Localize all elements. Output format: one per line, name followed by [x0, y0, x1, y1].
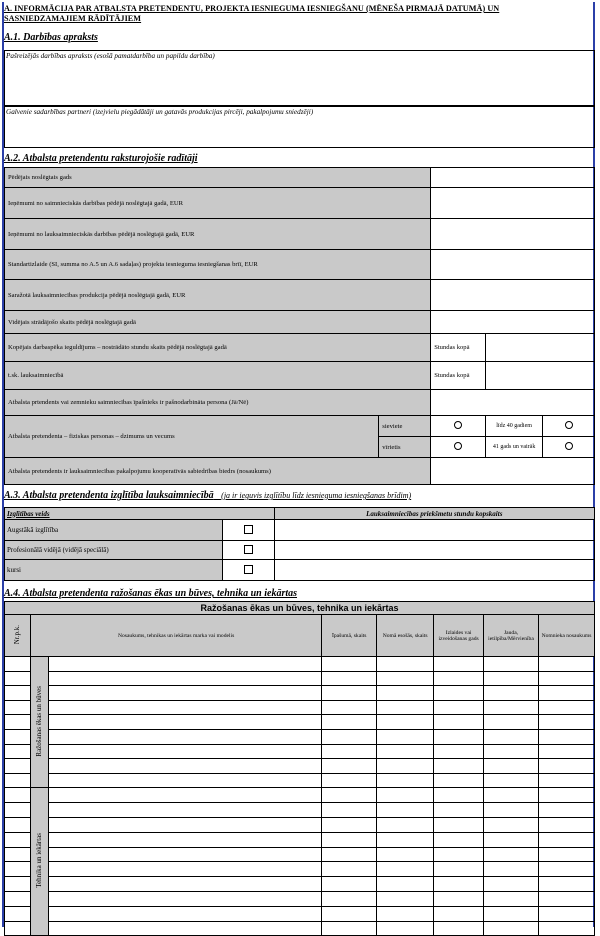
asset-lessor-cell[interactable] [539, 921, 595, 936]
asset-nr-cell[interactable] [5, 847, 31, 862]
asset-rented-cell[interactable] [377, 862, 434, 877]
education-hours-field[interactable] [274, 560, 594, 581]
asset-name-cell[interactable] [48, 773, 321, 788]
asset-year-cell[interactable] [434, 686, 484, 701]
asset-power-cell[interactable] [484, 700, 539, 715]
asset-owned-cell[interactable] [322, 788, 377, 803]
asset-row [5, 817, 595, 832]
asset-row [5, 788, 595, 803]
asset-row [5, 773, 595, 788]
asset-name-cell[interactable] [48, 671, 321, 686]
asset-lessor-cell[interactable] [539, 906, 595, 921]
owned-header: Īpašumā, skaits [322, 615, 377, 657]
asset-power-cell[interactable] [484, 817, 539, 832]
rented-header: Nomā esošās, skaits [377, 615, 434, 657]
asset-lessor-cell[interactable] [539, 715, 595, 730]
asset-power-cell[interactable] [484, 906, 539, 921]
activity-description-label: Pašreizējās darbības apraksts (esošā pamatdarbība un papildu darbība) [6, 52, 215, 60]
asset-power-cell[interactable] [484, 862, 539, 877]
asset-year-cell[interactable] [434, 906, 484, 921]
education-checkbox[interactable] [244, 545, 253, 554]
indicator-label: Ieņēmumi no saimnieciskās darbības pēdējā noslēgtajā gadā, EUR [5, 188, 431, 219]
hours-total-label: Stundas kopā [431, 362, 486, 390]
education-type: Augstākā izglītība [5, 520, 223, 541]
asset-nr-cell[interactable] [5, 921, 31, 936]
asset-row [5, 729, 595, 744]
asset-year-cell[interactable] [434, 715, 484, 730]
section-a-title: A. INFORMĀCIJA PAR ATBALSTA PRETENDENTU, PROJEKTA IESNIEGUMA IESNIEGŠANU (MĒNEŠA PIRMAJĀ DATUMĀ) UN SASNIEDZAMAJIEM RĀDĪTĀJIEM [4, 4, 500, 23]
asset-power-cell[interactable] [484, 715, 539, 730]
asset-year-cell[interactable] [434, 657, 484, 672]
asset-rented-cell[interactable] [377, 686, 434, 701]
asset-rented-cell[interactable] [377, 832, 434, 847]
buildings-group-label: Ražošanas ēkas un būves [35, 685, 44, 757]
coop-field[interactable] [431, 458, 595, 485]
indicator-value[interactable] [431, 311, 595, 334]
male-label: vīrietis [379, 437, 431, 458]
assets-table [4, 601, 595, 936]
asset-lessor-cell[interactable] [539, 862, 595, 877]
indicator-label: Saražotā lauksaimniecības produkcija pēdējā noslēgtajā gadā, EUR [5, 280, 431, 311]
asset-row [5, 832, 595, 847]
asset-power-cell[interactable] [484, 671, 539, 686]
asset-nr-cell[interactable] [5, 715, 31, 730]
labor-hours-field[interactable] [486, 334, 595, 362]
asset-owned-cell[interactable] [322, 877, 377, 892]
asset-name-cell[interactable] [48, 715, 321, 730]
indicator-label: Vidējais strādājošo skaits pēdējā noslēgtajā gadā [5, 311, 431, 334]
asset-nr-cell[interactable] [5, 700, 31, 715]
asset-row [5, 700, 595, 715]
asset-nr-cell[interactable] [5, 788, 31, 803]
asset-row [5, 847, 595, 862]
asset-lessor-cell[interactable] [539, 803, 595, 818]
asset-lessor-cell[interactable] [539, 671, 595, 686]
education-type: Profesionālā vidējā (vidējā speciālā) [5, 541, 223, 560]
asset-nr-cell[interactable] [5, 803, 31, 818]
asset-rented-cell[interactable] [377, 817, 434, 832]
education-table [4, 507, 595, 581]
age-young-label: līdz 40 gadiem [486, 416, 543, 437]
asset-row [5, 715, 595, 730]
asset-owned-cell[interactable] [322, 759, 377, 774]
asset-year-cell[interactable] [434, 877, 484, 892]
education-checkbox[interactable] [244, 525, 253, 534]
indicator-value[interactable] [431, 168, 595, 188]
asset-owned-cell[interactable] [322, 671, 377, 686]
indicator-value[interactable] [431, 219, 595, 250]
asset-year-cell[interactable] [434, 817, 484, 832]
asset-nr-cell[interactable] [5, 759, 31, 774]
asset-name-cell[interactable] [48, 803, 321, 818]
asset-year-cell[interactable] [434, 759, 484, 774]
asset-name-cell[interactable] [48, 921, 321, 936]
a3-title: A.3. Atbalsta pretendenta izglītība lauksaimniecībā (ja ir ieguvis izglītību līdz iesnieguma iesniegšanas brīdim) [4, 490, 412, 501]
asset-name-cell[interactable] [48, 729, 321, 744]
asset-name-cell[interactable] [48, 906, 321, 921]
asset-rented-cell[interactable] [377, 715, 434, 730]
asset-lessor-cell[interactable] [539, 817, 595, 832]
power-header: Jauda, ietilpība/Mērvienība [484, 615, 539, 657]
asset-power-cell[interactable] [484, 759, 539, 774]
hours-total-label: Stundas kopā [431, 334, 486, 362]
asset-row [5, 686, 595, 701]
education-type-header: Izglītības veids [5, 508, 275, 520]
asset-owned-cell[interactable] [322, 686, 377, 701]
asset-year-cell[interactable] [434, 921, 484, 936]
asset-year-cell[interactable] [434, 847, 484, 862]
asset-rented-cell[interactable] [377, 671, 434, 686]
asset-rented-cell[interactable] [377, 729, 434, 744]
asset-year-cell[interactable] [434, 729, 484, 744]
asset-owned-cell[interactable] [322, 744, 377, 759]
asset-lessor-cell[interactable] [539, 832, 595, 847]
asset-name-cell[interactable] [48, 759, 321, 774]
asset-owned-cell[interactable] [322, 773, 377, 788]
indicator-value[interactable] [431, 280, 595, 311]
education-hours-header: Lauksaimniecības priekšmetu stundu kopskaits [274, 508, 594, 520]
asset-year-cell[interactable] [434, 832, 484, 847]
asset-power-cell[interactable] [484, 686, 539, 701]
asset-owned-cell[interactable] [322, 832, 377, 847]
asset-row [5, 803, 595, 818]
asset-power-cell[interactable] [484, 891, 539, 906]
asset-rented-cell[interactable] [377, 847, 434, 862]
age-old-radio[interactable] [565, 442, 573, 450]
asset-row [5, 671, 595, 686]
asset-owned-cell[interactable] [322, 906, 377, 921]
asset-lessor-cell[interactable] [539, 700, 595, 715]
indicators-table [4, 167, 595, 485]
asset-owned-cell[interactable] [322, 847, 377, 862]
person-label: Atbalsta pretendenta – fiziskas personas – dzimums un vecums [5, 416, 379, 458]
asset-power-cell[interactable] [484, 729, 539, 744]
asset-year-cell[interactable] [434, 700, 484, 715]
agri-hours-field[interactable] [486, 362, 595, 390]
asset-nr-cell[interactable] [5, 657, 31, 672]
asset-name-cell[interactable] [48, 788, 321, 803]
asset-power-cell[interactable] [484, 877, 539, 892]
asset-year-cell[interactable] [434, 862, 484, 877]
education-hours-field[interactable] [274, 520, 594, 541]
asset-nr-cell[interactable] [5, 906, 31, 921]
asset-owned-cell[interactable] [322, 817, 377, 832]
asset-power-cell[interactable] [484, 803, 539, 818]
labor-label: Kopējais darbaspēka ieguldījums – nostrādāto stundu skaits pēdējā noslēgtajā gadā [5, 334, 431, 362]
asset-row [5, 906, 595, 921]
asset-power-cell[interactable] [484, 832, 539, 847]
asset-lessor-cell[interactable] [539, 773, 595, 788]
asset-year-cell[interactable] [434, 744, 484, 759]
asset-rented-cell[interactable] [377, 744, 434, 759]
asset-name-cell[interactable] [48, 862, 321, 877]
asset-lessor-cell[interactable] [539, 686, 595, 701]
education-hours-field[interactable] [274, 541, 594, 560]
asset-name-cell[interactable] [48, 847, 321, 862]
asset-power-cell[interactable] [484, 788, 539, 803]
asset-owned-cell[interactable] [322, 803, 377, 818]
asset-name-cell[interactable] [48, 891, 321, 906]
asset-nr-cell[interactable] [5, 773, 31, 788]
asset-name-cell[interactable] [48, 657, 321, 672]
indicator-label: Pēdējais noslēgtais gads [5, 168, 431, 188]
a4-title: A.4. Atbalsta pretendenta ražošanas ēkas un būves, tehnika un iekārtas [4, 588, 298, 599]
asset-nr-cell[interactable] [5, 686, 31, 701]
indicator-value[interactable] [431, 188, 595, 219]
asset-lessor-cell[interactable] [539, 847, 595, 862]
asset-name-cell[interactable] [48, 832, 321, 847]
asset-row [5, 744, 595, 759]
asset-name-cell[interactable] [48, 686, 321, 701]
asset-rented-cell[interactable] [377, 891, 434, 906]
a1-title: A.1. Darbības apraksts [4, 32, 98, 43]
asset-row [5, 891, 595, 906]
asset-nr-cell[interactable] [5, 891, 31, 906]
asset-owned-cell[interactable] [322, 891, 377, 906]
education-type: kursi [5, 560, 223, 581]
asset-owned-cell[interactable] [322, 657, 377, 672]
asset-nr-cell[interactable] [5, 671, 31, 686]
asset-lessor-cell[interactable] [539, 744, 595, 759]
self-employed-field[interactable] [431, 390, 595, 416]
indicator-value[interactable] [431, 250, 595, 280]
asset-year-cell[interactable] [434, 788, 484, 803]
asset-owned-cell[interactable] [322, 729, 377, 744]
a2-title: A.2. Atbalsta pretendentu raksturojošie radītāji [4, 153, 198, 164]
asset-lessor-cell[interactable] [539, 759, 595, 774]
age-old-label: 41 gads un vairāk [486, 437, 543, 458]
asset-rented-cell[interactable] [377, 921, 434, 936]
asset-row [5, 877, 595, 892]
asset-rented-cell[interactable] [377, 788, 434, 803]
asset-lessor-cell[interactable] [539, 788, 595, 803]
indicator-label: Standartizlaide (SI, summa no A.5 un A.6 sadaļas) projekta iesnieguma iesniegšanas brīī, EUR [5, 250, 431, 280]
asset-lessor-cell[interactable] [539, 891, 595, 906]
female-radio[interactable] [454, 421, 462, 429]
asset-name-cell[interactable] [48, 877, 321, 892]
name-header: Nosaukums, tehnikas un iekārtas marka vai modelis [30, 615, 321, 657]
asset-lessor-cell[interactable] [539, 877, 595, 892]
asset-lessor-cell[interactable] [539, 657, 595, 672]
machinery-group-label: Tehnika un iekārtas [35, 833, 44, 889]
asset-name-cell[interactable] [48, 817, 321, 832]
year-header: Izlaides vai izveidošanas gads [434, 615, 484, 657]
nr-header: Nr.p.k. [13, 624, 22, 645]
asset-owned-cell[interactable] [322, 921, 377, 936]
indicator-label: Ieņēmumi no lauksaimnieciskās darbības pēdējā noslēgtajā gadā, EUR [5, 219, 431, 250]
asset-nr-cell[interactable] [5, 877, 31, 892]
female-label: sieviete [379, 416, 431, 437]
asset-nr-cell[interactable] [5, 817, 31, 832]
partners-label: Galvenie sadarbības partneri (izejvielu piegādātāji un gatavās produkcijas pircēji, pakalpojumu sniedzēji) [6, 108, 314, 116]
asset-year-cell[interactable] [434, 773, 484, 788]
agri-label: t.sk. lauksaimniecībā [5, 362, 431, 390]
asset-year-cell[interactable] [434, 803, 484, 818]
asset-owned-cell[interactable] [322, 715, 377, 730]
asset-row [5, 759, 595, 774]
lessor-header: Nomnieka nosaukums [539, 615, 595, 657]
asset-nr-cell[interactable] [5, 744, 31, 759]
asset-row [5, 657, 595, 672]
asset-rented-cell[interactable] [377, 657, 434, 672]
coop-label: Atbalsta pretendents ir lauksaimniecības pakalpojumu kooperatīvās sabiedrības biedrs (nosaukums) [5, 458, 431, 485]
asset-owned-cell[interactable] [322, 700, 377, 715]
asset-rented-cell[interactable] [377, 803, 434, 818]
asset-power-cell[interactable] [484, 657, 539, 672]
asset-rented-cell[interactable] [377, 759, 434, 774]
asset-row [5, 862, 595, 877]
asset-power-cell[interactable] [484, 847, 539, 862]
asset-power-cell[interactable] [484, 773, 539, 788]
asset-power-cell[interactable] [484, 744, 539, 759]
asset-year-cell[interactable] [434, 671, 484, 686]
asset-nr-cell[interactable] [5, 832, 31, 847]
asset-lessor-cell[interactable] [539, 729, 595, 744]
asset-rented-cell[interactable] [377, 877, 434, 892]
asset-owned-cell[interactable] [322, 862, 377, 877]
male-radio[interactable] [454, 442, 462, 450]
education-checkbox[interactable] [244, 565, 253, 574]
asset-year-cell[interactable] [434, 891, 484, 906]
self-employed-label: Atbalsta prtendents vai zemnieku saimniecības īpašnieks ir pašnodarbināta persona (Jā/Nē) [5, 390, 431, 416]
assets-table-title: Ražošanas ēkas un būves, tehnika un iekārtas [5, 602, 595, 615]
asset-name-cell[interactable] [48, 744, 321, 759]
asset-rented-cell[interactable] [377, 700, 434, 715]
age-young-radio[interactable] [565, 421, 573, 429]
asset-rented-cell[interactable] [377, 773, 434, 788]
asset-power-cell[interactable] [484, 921, 539, 936]
asset-row [5, 921, 595, 936]
a3-note: (ja ir ieguvis izglītību līdz iesnieguma iesniegšanas brīdim) [221, 491, 412, 500]
asset-rented-cell[interactable] [377, 906, 434, 921]
asset-name-cell[interactable] [48, 700, 321, 715]
asset-nr-cell[interactable] [5, 862, 31, 877]
asset-nr-cell[interactable] [5, 729, 31, 744]
